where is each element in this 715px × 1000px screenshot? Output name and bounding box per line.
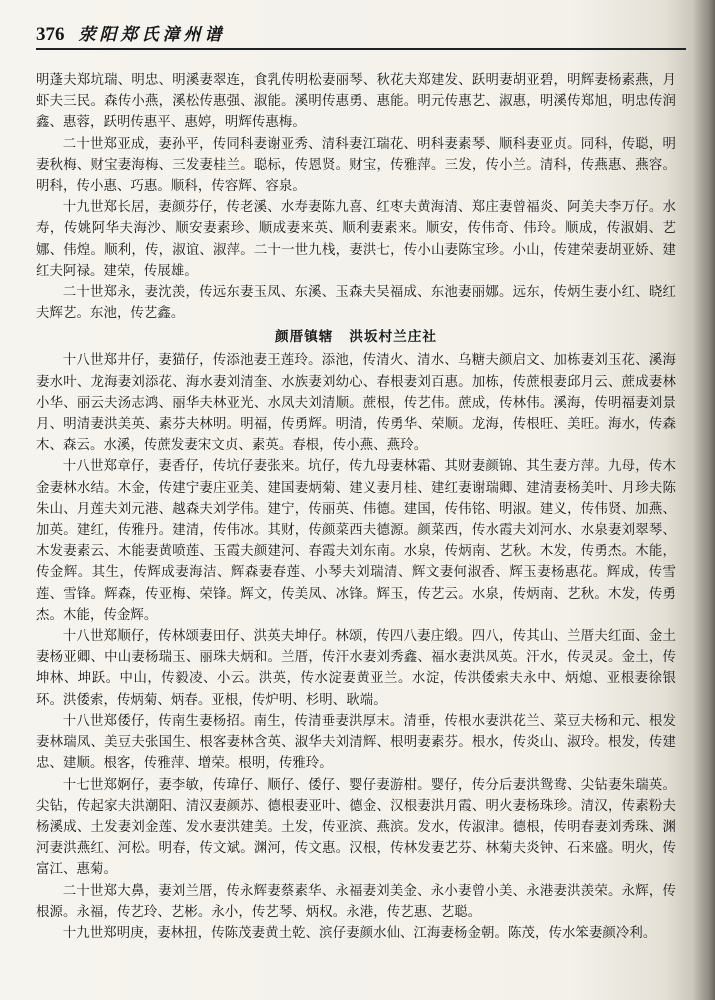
paragraph: 十八世郑井仔，妻猫仔，传添池妻王莲玲。添池，传清火、清水、乌糖夫颜启文、加栋妻刘玉花、溪海妻水叶、龙海妻刘添花、海水妻刘清奎、水族妻刘幼心、春根妻刘百惠。加栋，传蔗根妻邱月云、蔗成妻林小华、丽云夫汤志鸿、丽华夫林亚光、水凤夫刘清顺。蔗根，传艺伟。蔗成，传林伟。溪海，传明福妻刘景月、明清妻洪美英、素芬夫林明。明福，传勇辉。明清，传勇华、荣顺。龙海，传根旺、美旺。海水，传森木、森云。水溪，传蔗发妻宋文贞、素英。春根，传小燕、燕玲。 [36, 353, 676, 454]
paragraph: 明蓬夫郑坑瑞、明忠、明溪妻翠连，食乳传明松妻丽琴、秋花夫郑建发、跃明妻胡亚碧，明辉妻杨素燕，月虾夫三民。森传小燕，溪松传惠强、淑能。溪明传惠勇、惠能。明元传惠艺、淑惠，明溪传郑旭，明忠传润鑫、惠蓉，跃明传惠平、惠婷，明辉传惠梅。 [36, 73, 676, 131]
book-title: 荥阳郑氏漳州谱 [78, 25, 226, 45]
paragraph: 二十世郑亚成，妻孙平，传同科妻谢亚秀、清科妻江瑞花、明科妻素琴、顺科妻亚贞。同科，传聪，明妻秋梅、财宝妻海梅、三发妻桂兰。聪标，传恩贤。财宝，传雅萍。三发，传小兰。清科，传燕惠、燕容。明科，传小惠、巧惠。顺科，传容辉、容泉。 [36, 136, 676, 195]
section-heading [36, 326, 676, 349]
paragraph: 十七世郑婀仔，妻李敏，传瑋仔、顺仔、倭仔、婴仔妻游柑。婴仔，传分后妻洪鸳鸯、尖钻妻朱瑞英。尖钻，传起家夫洪潮阳、清汉妻颜苏、德根妻亚叶、德金、汉根妻洪月霞、明火妻杨珠珍。清汉，传素粉夫杨溪成、土发妻刘金莲、发水妻洪建美。土发，传亚滨、燕滨。发水，传淑津。德根，传明春妻刘秀珠、渊河妻洪燕红、河松。明春，传文斌。渊河，传文惠。汉根，传林发妻艺芬、林菊夫炎钟、石来盛。明火，传富江、惠菊。 [36, 777, 676, 878]
paragraph: 十九世郑明庚，妻林扭，传陈茂妻黄土乾、滨仔妻颜水仙、江海妻杨金朝。陈茂，传水笨妻颜冷利。 [62, 925, 657, 941]
paragraph: 二十世郑大鼻，妻刘兰厝，传永辉妻蔡素华、永福妻刘美金、永小妻曾小美、永港妻洪羡荣。永辉，传根源。永福，传艺玲、艺彬。永小，传艺琴、炳权。永港，传艺惠、艺聪。 [36, 883, 676, 920]
paragraph: 二十世郑永，妻沈羡，传远东妻玉凤、东溪、玉森夫吴福成、东池妻丽娜。远东，传炳生妻小红、晓红夫辉艺。东池，传艺鑫。 [36, 285, 676, 322]
page-body [36, 70, 676, 944]
section-heading-village: 洪坂村兰庄社 [349, 329, 437, 346]
paragraph: 十八世郑倭仔，传南生妻杨招。南生，传清垂妻洪厚末。清垂，传根水妻洪花兰、菜豆夫杨和元、根发妻林瑞凤、美豆夫张国生、根客妻林含英、淑华夫刘清辉、根明妻素芬。根水，传炎山、淑玲。根发，传建忠、建顺。根客，传雅萍、增荣。根明，传雅玲。 [36, 713, 676, 772]
book-spine-shadow [693, 0, 715, 1000]
page-number: 376 [36, 24, 65, 45]
paragraph: 十八世郑章仔，妻香仔，传坑仔妻张来。坑仔，传九母妻林霜、其财妻颜锦、其生妻方萍。九母，传木金妻林水结。木金，传建宁妻庄亚美、建国妻炳菊、建义妻月桂、建红妻谢瑞卿、建清妻杨美叶、月珍夫陈朱山、月莲夫刘元港、越森夫刘学伟。建宁，传丽英、伟德。建国，传伟铭、明淑。建义，传伟贤、加燕、加英。建红，传雅丹。建清，传伟冰。其财，传颜菜西夫德源。颜菜西，传水霞夫刘河水、水泉妻刘翠琴、木发妻素云、木能妻黄喷莲、玉霞夫颜建河、春霞夫刘东南。水泉，传炳南、艺秋。木发，传勇杰。木能，传金辉。其生，传辉成妻海洁、辉森妻春莲、小琴夫刘瑞清、辉文妻何淑香、辉玉妻杨惠花。辉成，传雪莲、雪锋。辉森，传亚梅、荣锋。辉文，传美凤、冰锋。辉玉，传艺云。水泉，传炳南、艺秋。木发，传勇杰。木能，传金辉。 [36, 459, 676, 623]
paragraph: 十九世郑长居，妻颜芬仔，传老溪、水寿妻陈九喜、红枣夫黄海清、郑庄妻曾福炎、阿美夫李万仔。水寿，传姚阿华夫海沙、顺安妻素珍、顺成妻来英、顺利妻素来。顺安，传伟奇、伟玲。顺成，传淑娟、艺娜、伟煌。顺利，传，淑谊、淑萍。二十一世九栈，妻洪七，传小山妻陈宝珍。小山，传建荣妻胡亚娇、建红夫阿禄。建荣，传展雄。 [36, 200, 676, 279]
section-heading-town: 颜厝镇辖 [275, 329, 334, 346]
page-header [36, 14, 686, 50]
paragraph: 十八世郑顺仔，传林颂妻田仔、洪英夫坤仔。林颂，传四八妻庄缎。四八，传其山、兰厝夫红面、金土妻杨亚卿、中山妻杨瑞玉、丽珠夫炳和。兰厝，传汗水妻刘秀鑫、福水妻洪凤英。汗水，传灵灵。金土，传坤林、坤跃。中山，传毅凌、小云。洪英，传水淀妻黄亚兰。水淀，传洪倭索夫永中、炳熄、亚根妻徐银环。洪倭索，传炳菊、炳春。亚根，传炉明、杉明、耿端。 [36, 629, 676, 708]
